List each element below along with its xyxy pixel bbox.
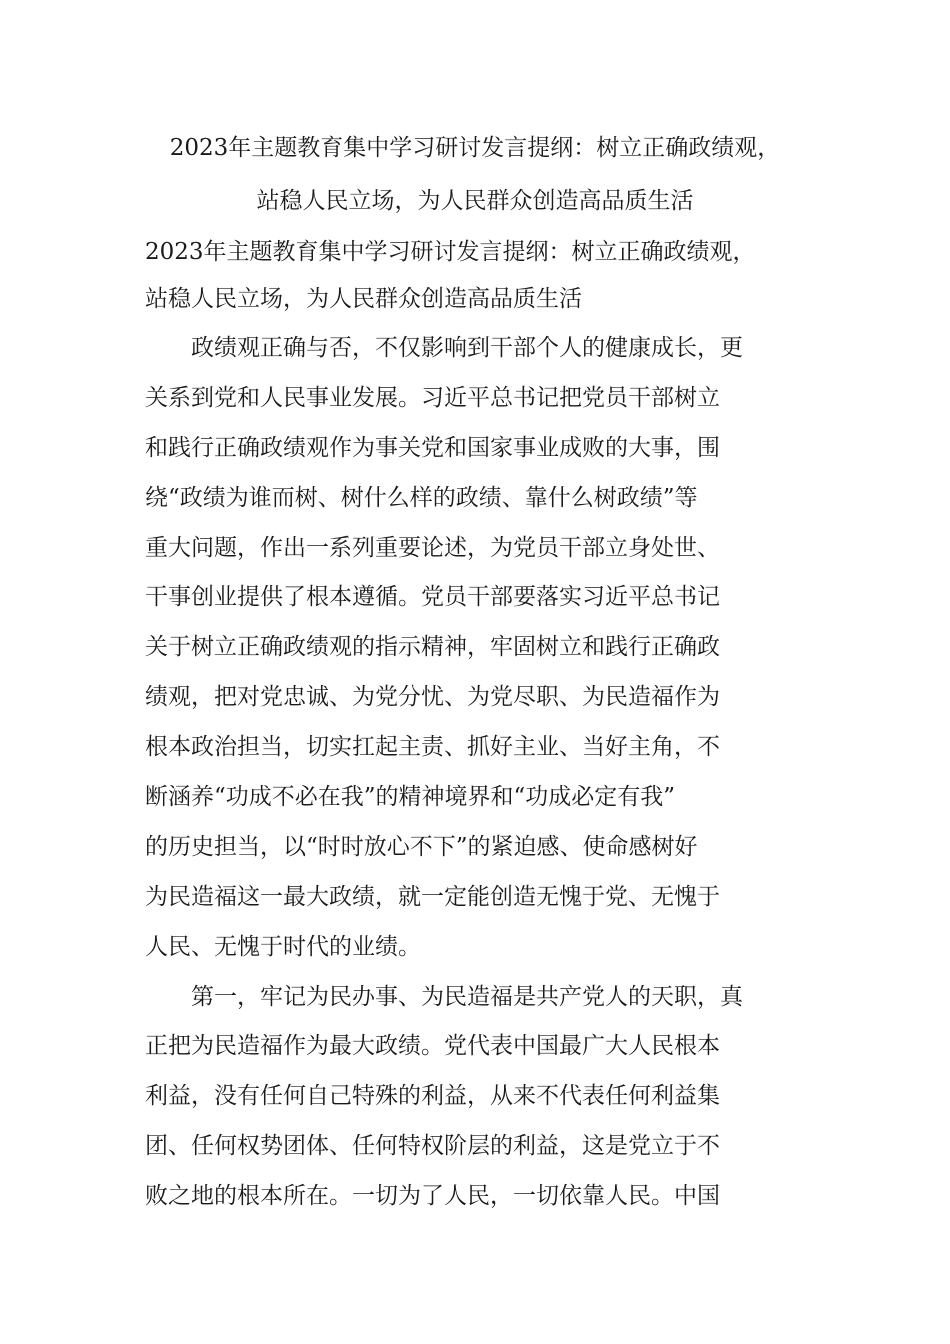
title-repeat-line-2: 站稳人民立场，为人民群众创造高品质生活 — [145, 286, 582, 312]
paragraph-2-line: 正把为民造福作为最大政绩。党代表中国最广大人民根本 — [145, 1033, 720, 1060]
paragraph-1-line: 为民造福这一最大政绩，就一定能创造无愧于党、无愧于 — [145, 883, 720, 910]
paragraph-1-line: 关于树立正确政绩观的指示精神，牢固树立和践行正确政 — [145, 634, 720, 661]
paragraph-2-line: 团、任何权势团体、任何特权阶层的利益，这是党立于不 — [145, 1133, 720, 1160]
paragraph-1-line: 关系到党和人民事业发展。习近平总书记把党员干部树立 — [145, 384, 720, 411]
title-repeat-line-1: 2023年主题教育集中学习研讨发言提纲：树立正确政绩观， — [145, 239, 756, 265]
document-heading-line-2: 站稳人民立场，为人民群众创造高品质生活 — [256, 188, 694, 214]
paragraph-1-line: 绩观，把对党忠诚、为党分忧、为党尽职、为民造福作为 — [145, 684, 720, 711]
paragraph-1-line: 断涵养“功成不必在我”的精神境界和“功成必定有我” — [145, 784, 676, 811]
paragraph-1-line: 绕“政绩为谁而树、树什么样的政绩、靠什么树政绩”等 — [145, 484, 698, 511]
paragraph-1-line: 政绩观正确与否，不仅影响到干部个人的健康成长，更 — [191, 335, 743, 361]
paragraph-1-line: 的历史担当，以“时时放心不下”的紧迫感、使命感树好 — [145, 833, 698, 860]
paragraph-1-line: 重大问题，作出一系列重要论述，为党员干部立身处世、 — [145, 534, 720, 561]
body-text — [145, 333, 825, 1231]
document-heading-line-1: 2023年主题教育集中学习研讨发言提纲：树立正确政绩观， — [169, 135, 781, 161]
paragraph-1-line: 和践行正确政绩观作为事关党和国家事业成败的大事，围 — [145, 434, 720, 461]
paragraph-2-line: 利益，没有任何自己特殊的利益，从来不代表任何利益集 — [145, 1083, 720, 1110]
paragraph-1-line: 根本政治担当，切实扛起主责、抓好主业、当好主角，不 — [145, 734, 720, 761]
paragraph-2-line: 第一，牢记为民办事、为民造福是共产党人的天职，真 — [191, 983, 743, 1010]
paragraph-2-line: 败之地的根本所在。一切为了人民，一切依靠人民。中国 — [145, 1183, 720, 1210]
paragraph-1-line: 人民、无愧于时代的业绩。 — [145, 933, 421, 960]
paragraph-1-line: 干事创业提供了根本遵循。党员干部要落实习近平总书记 — [145, 584, 720, 611]
